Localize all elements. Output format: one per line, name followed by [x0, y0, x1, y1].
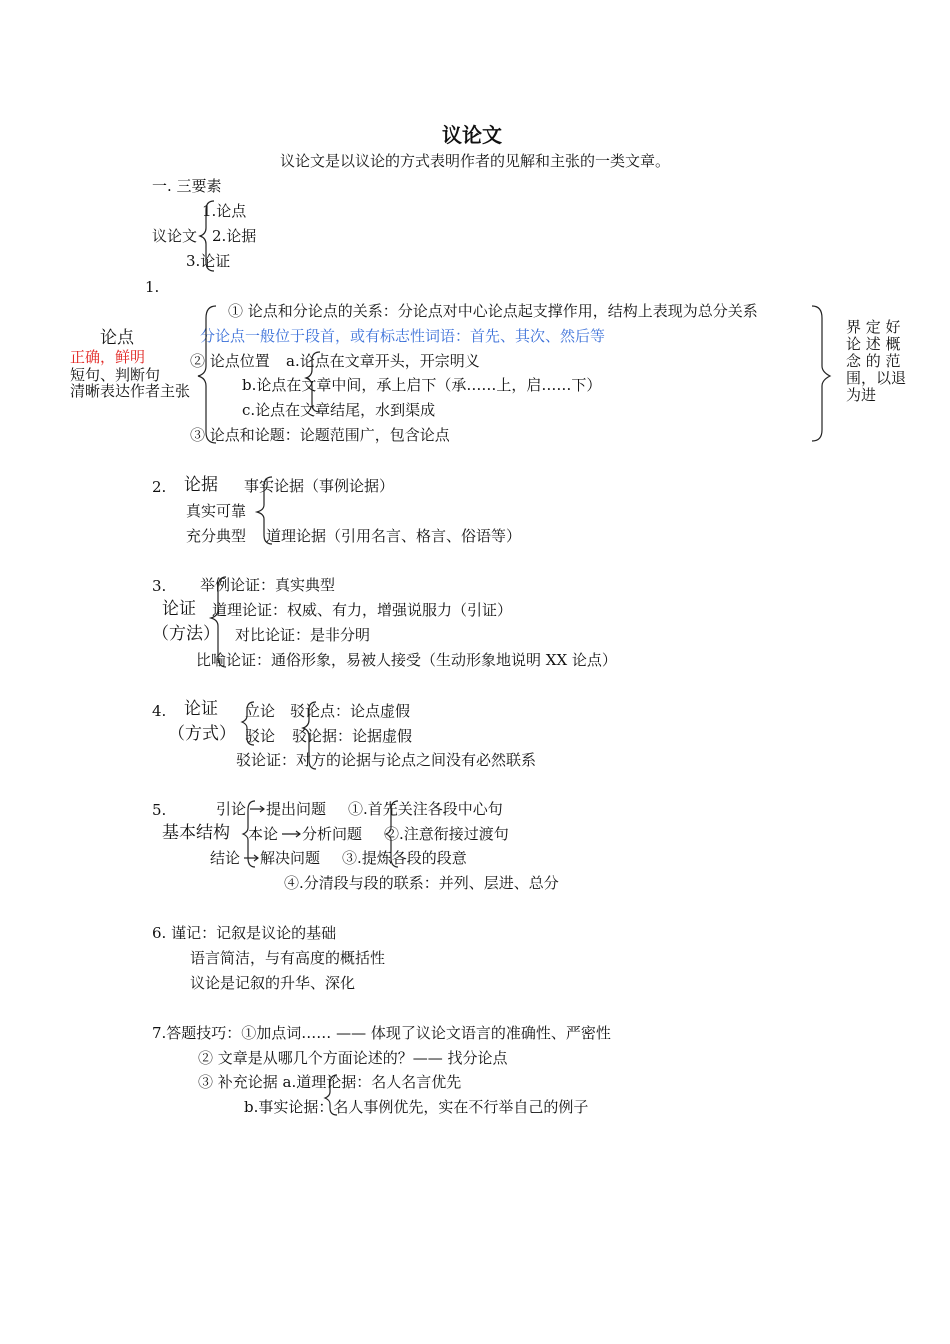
lunju-req-2: 充分典型: [186, 527, 247, 545]
jiegou-tip-4: ④.分清段与段的联系：并列、层进、总分: [284, 874, 559, 892]
jiegou-row1-a: 引论: [216, 800, 247, 818]
lunju-label: 论据: [184, 475, 218, 495]
jinji-line-1: 6. 谨记：记叙是议论的基础: [152, 924, 337, 942]
jiegou-label: 基本结构: [162, 823, 230, 843]
lundian-position-b: b.论点在文章中间，承上启下（承……上，启……下）: [242, 376, 602, 394]
lundian-requirement: 正确，鲜明: [70, 348, 146, 366]
brace-lundian-right: [812, 306, 830, 441]
lundian-label: 论点: [100, 328, 134, 348]
jiegou-number: 5.: [152, 801, 167, 819]
lunju-reason: 道理论据（引用名言、格言、俗语等）: [266, 527, 522, 545]
jiegou-row3-b: 解决问题: [260, 849, 321, 867]
fangshi-number: 4.: [152, 702, 167, 720]
jinji-line-2: 语言简洁，与有高度的概括性: [190, 949, 386, 967]
fangshi-label-2: （方式）: [168, 724, 236, 744]
jiegou-tip-3: ③.提炼各段的段意: [342, 849, 467, 867]
lundian-relation: ① 论点和分论点的关系：分论点对中心论点起支撑作用，结构上表现为总分关系: [228, 302, 758, 320]
intro-text: 议论文是以议论的方式表明作者的见解和主张的一类文章。: [280, 152, 671, 170]
lundian-position-c: c.论点在文章结尾，水到渠成: [242, 401, 436, 419]
lunju-number: 2.: [152, 478, 167, 496]
lundian-position-label: ② 论点位置: [190, 352, 270, 370]
lundian-requirement-2: 短句、判断句: [70, 366, 161, 384]
fangshi-lilun: 立论: [245, 702, 276, 720]
lunzheng-label: 论证: [162, 599, 196, 619]
section-heading-elements: 一. 三要素: [152, 177, 222, 195]
lundian-side-note-5: 为进: [846, 386, 877, 404]
jiqiao-line-2: ② 文章是从哪几个方面论述的？—— 找分论点: [198, 1049, 508, 1067]
element-item-3: 3.论证: [186, 252, 231, 270]
jiegou-row1-b: 提出问题: [266, 800, 327, 818]
lundian-side-note-1: 界 定 好: [846, 318, 901, 336]
fangshi-bo-2: 驳论据：论据虚假: [292, 727, 413, 745]
jiqiao-line-1: 7.答题技巧：①加点词…… —— 体现了议论文语言的准确性、严密性: [152, 1024, 611, 1042]
method-reason: 道理论证：权威、有力，增强说服力（引证）: [212, 601, 513, 619]
lunzheng-number: 3.: [152, 577, 167, 595]
jiegou-tip-1: ①.首先关注各段中心句: [348, 800, 503, 818]
element-root: 议论文: [152, 227, 198, 245]
fangshi-bolun: 驳论: [245, 727, 276, 745]
lundian-requirement-3: 清晰表达作者主张: [70, 382, 191, 400]
jinji-line-3: 议论是记叙的升华、深化: [190, 974, 356, 992]
jiqiao-line-3: ③ 补充论据 a.道理论据：名人名言优先: [198, 1073, 462, 1091]
method-contrast: 对比论证：是非分明: [235, 626, 371, 644]
arrow-row2-head: [296, 831, 300, 837]
page-title: 议论文: [442, 123, 502, 147]
lundian-number: 1.: [145, 278, 160, 296]
lundian-side-note-4: 围，以退: [846, 369, 907, 387]
fangshi-label: 论证: [184, 699, 218, 719]
arrow-row1-head: [260, 806, 264, 812]
lundian-note: 分论点一般位于段首，或有标志性词语：首先、其次、然后等: [200, 327, 606, 345]
element-item-1: 1.论点: [202, 202, 247, 220]
jiegou-tip-2: ②.注意衔接过渡句: [384, 825, 509, 843]
method-metaphor: 比喻论证：通俗形象，易被人接受（生动形象地说明 XX 论点）: [196, 651, 617, 669]
method-example: 举例论证：真实典型: [200, 576, 336, 594]
jiegou-row3-a: 结论: [210, 849, 241, 867]
arrow-row3-head: [254, 855, 258, 861]
lundian-side-note-2: 论 述 概: [846, 335, 901, 353]
lundian-position-a: a.论点在文章开头，开宗明义: [286, 352, 480, 370]
jiqiao-line-4: b.事实论据：名人事例优先，实在不行举自己的例子: [244, 1098, 589, 1116]
lundian-side-note-3: 念 的 范: [846, 352, 901, 370]
fangshi-bo-3: 驳论证：对方的论据与论点之间没有必然联系: [236, 751, 537, 769]
lunju-fact: 事实论据（事例论据）: [244, 477, 395, 495]
lunzheng-label-2: （方法）: [152, 624, 220, 644]
lundian-topic: ③ 论点和论题：论题范围广，包含论点: [190, 426, 450, 444]
jiegou-row2-b: 分析问题: [302, 825, 363, 843]
element-item-2: 2.论据: [212, 227, 257, 245]
lunju-req-1: 真实可靠: [186, 502, 247, 520]
jiegou-row2-a: 本论: [248, 825, 279, 843]
fangshi-bo-1: 驳论点：论点虚假: [290, 702, 411, 720]
